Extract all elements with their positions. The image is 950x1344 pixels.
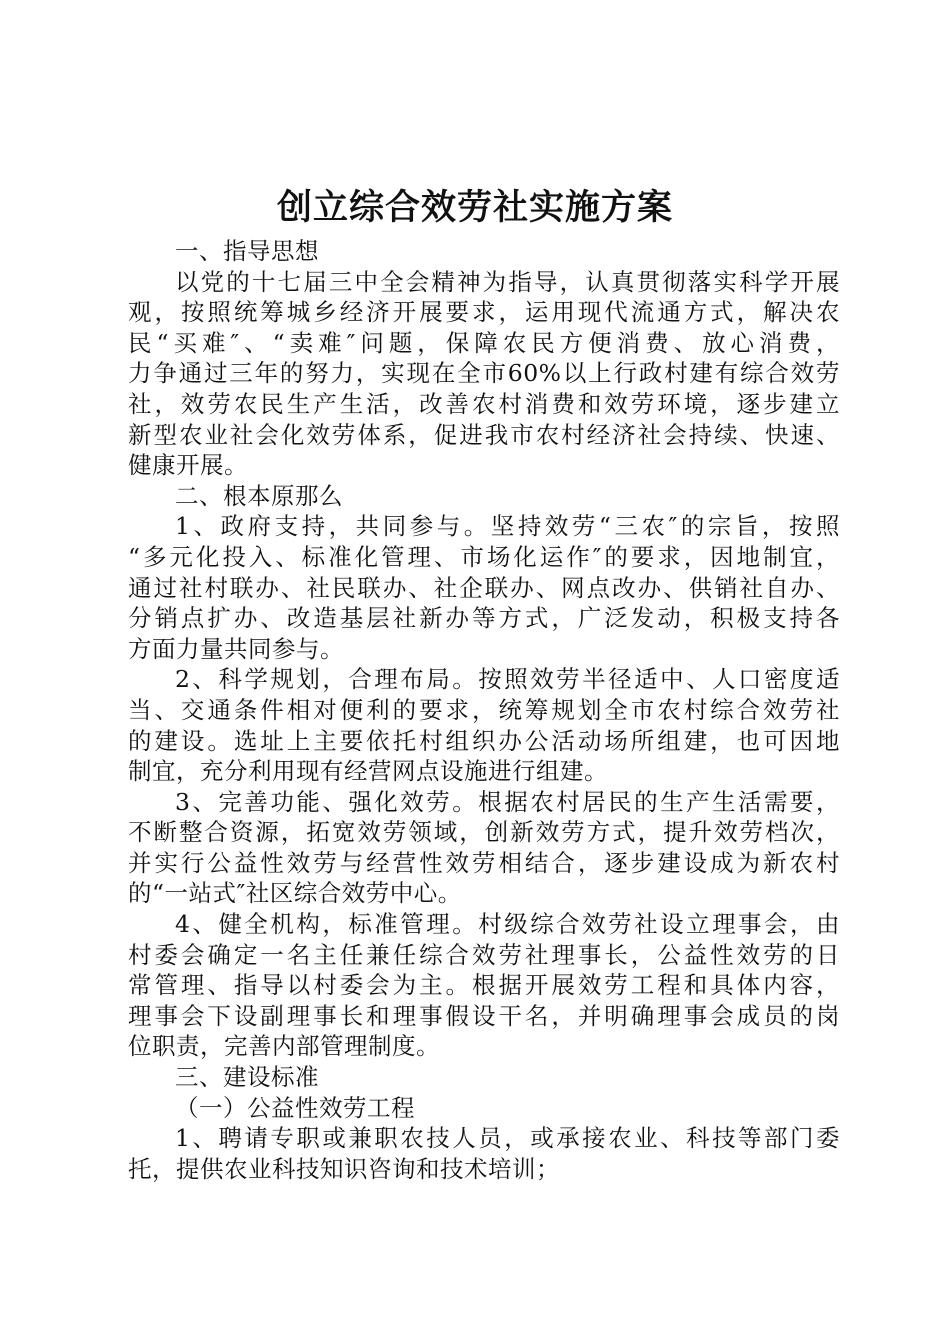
text-line: 4、健全机构，标准管理。村级综合效劳社设立理事会，由	[175, 910, 840, 939]
text-line: 1、聘请专职或兼职农技人员，或承接农业、科技等部门委	[175, 1124, 840, 1153]
text-line: 理事会下设副理事长和理事假设干名，并明确理事会成员的岗	[128, 1001, 840, 1030]
document-title: 创立综合效劳社实施方案	[276, 187, 673, 228]
text-line: 一、指导思想	[175, 237, 319, 265]
text-line: “多元化投入、标准化管理、市场化运作″的要求，因地制宜，	[128, 542, 840, 571]
text-line: 2、科学规划，合理布局。按照效劳半径适中、人口密度适	[175, 665, 840, 694]
text-line: 3、完善功能、强化效劳。根据农村居民的生产生活需要，	[175, 787, 840, 816]
text-line: 二、根本原那么	[175, 481, 343, 510]
text-line: 当、交通条件相对便利的要求，统筹规划全市农村综合效劳社	[128, 695, 840, 724]
text-line: 制宜，充分利用现有经营网点设施进行组建。	[128, 757, 608, 786]
text-line: 的“一站式″社区综合效劳中心。	[128, 879, 462, 908]
text-line: 通过社村联办、社民联办、社企联办、网点改办、供销社自办、	[128, 573, 840, 602]
text-line: 托，提供农业科技知识咨询和技术培训；	[128, 1154, 560, 1183]
text-line: 的建设。选址上主要依托村组织办公活动场所组建，也可因地	[128, 726, 840, 755]
text-line: 三、建设标准	[175, 1063, 319, 1092]
text-line: 新型农业社会化效劳体系，促进我市农村经济社会持续、快速、	[128, 420, 840, 449]
text-line: 观，按照统筹城乡经济开展要求，运用现代流通方式，解决农	[128, 298, 840, 327]
text-line: 不断整合资源，拓宽效劳领域，创新效劳方式，提升效劳档次，	[128, 818, 840, 847]
text-line: 并实行公益性效劳与经营性效劳相结合，逐步建设成为新农村	[128, 848, 840, 877]
text-line: 力争通过三年的努力，实现在全市60%以上行政村建有综合效劳	[128, 359, 840, 388]
text-line: 位职责，完善内部管理制度。	[128, 1032, 440, 1061]
text-line: 方面力量共同参与。	[128, 634, 344, 663]
text-line: 社，效劳农民生产生活，改善农村消费和效劳环境，逐步建立	[128, 389, 840, 418]
text-line: 以党的十七届三中全会精神为指导，认真贯彻落实科学开展	[175, 267, 840, 296]
text-line: （一）公益性效劳工程	[175, 1093, 415, 1122]
text-line: 分销点扩办、改造基层社新办等方式，广泛发动，积极支持各	[128, 604, 840, 633]
text-line: 常管理、指导以村委会为主。根据开展效劳工程和具体内容，	[128, 971, 840, 1000]
text-line: 健康开展。	[128, 451, 248, 480]
text-line: 村委会确定一名主任兼任综合效劳社理事长，公益性效劳的日	[128, 940, 840, 969]
text-line: 民“买难″、“卖难″问题，保障农民方便消费、放心消费，	[128, 328, 840, 357]
text-line: 1、政府支持，共同参与。坚持效劳“三农″的宗旨，按照	[175, 512, 840, 541]
document-body	[128, 236, 840, 1184]
